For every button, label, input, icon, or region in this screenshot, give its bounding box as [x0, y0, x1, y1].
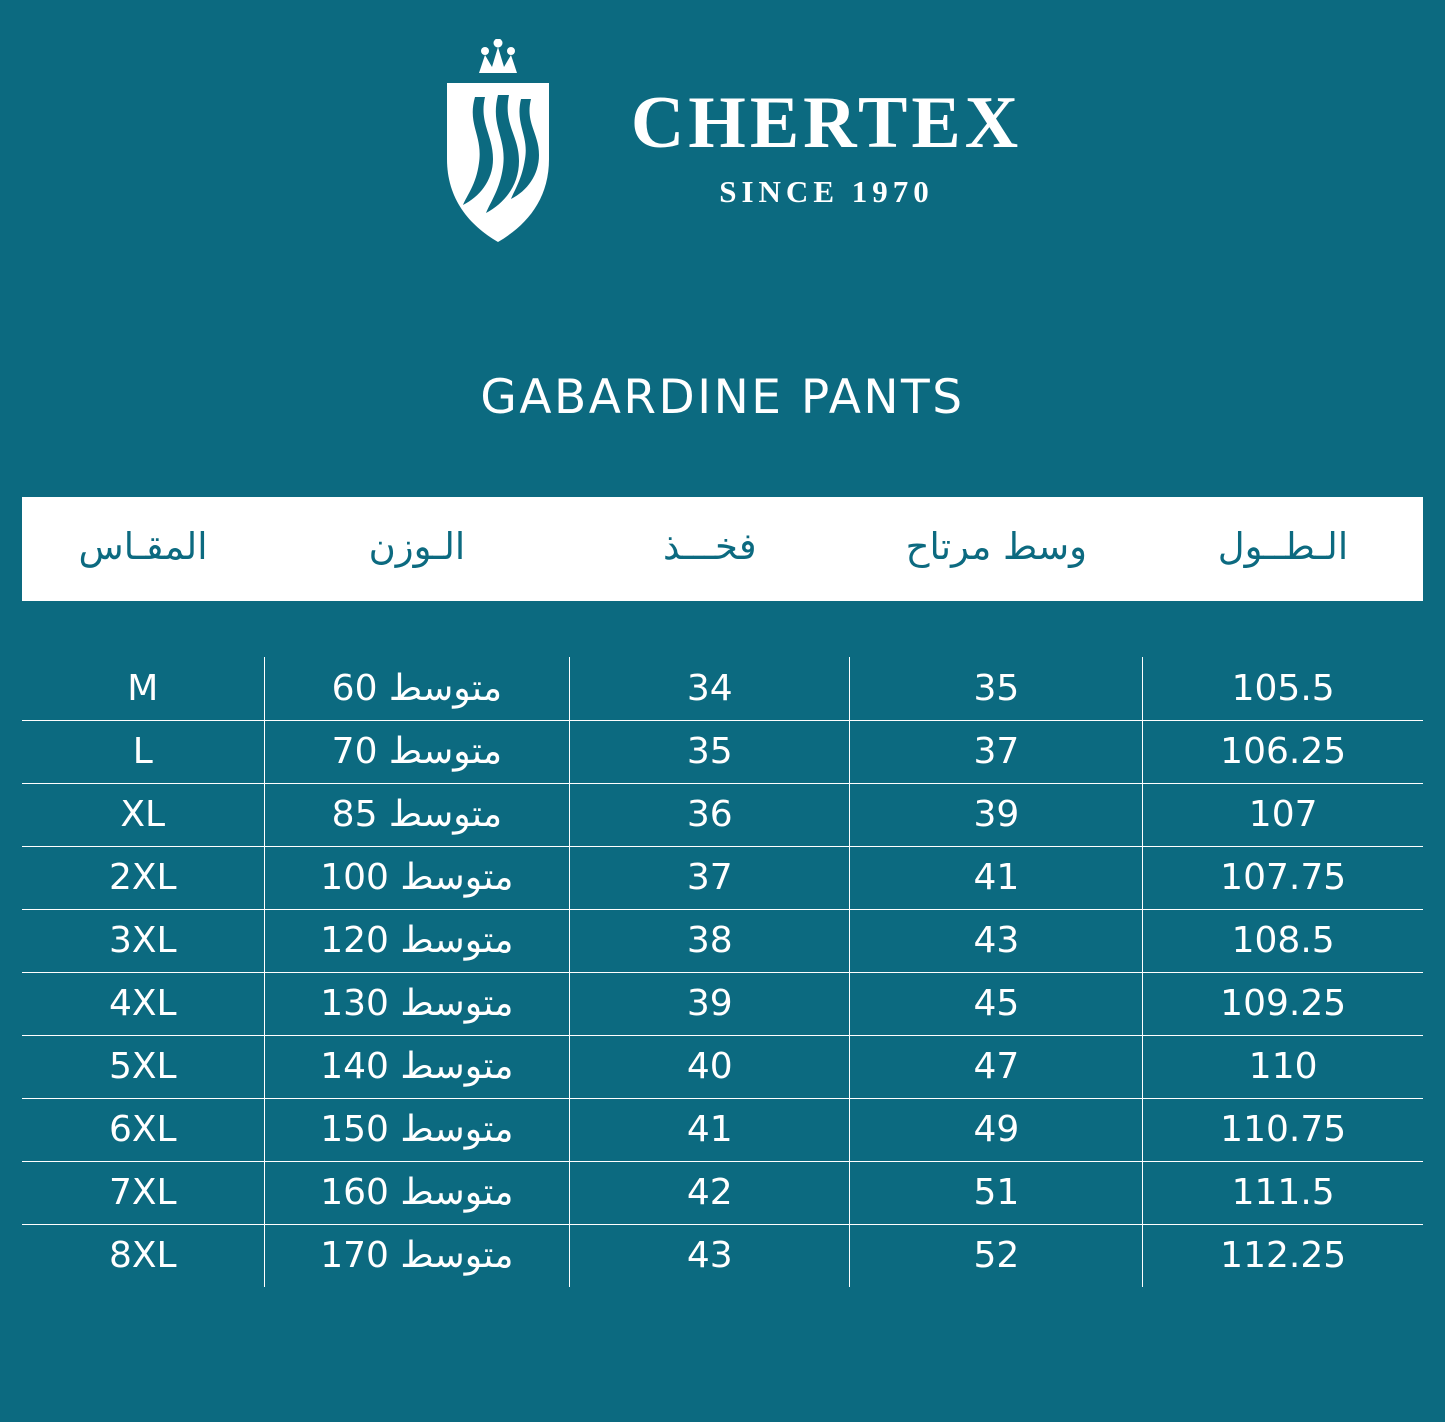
column-header-thigh: فخـــذ	[570, 497, 850, 601]
cell-thigh: 40	[570, 1035, 850, 1098]
table-header-row	[22, 497, 1423, 601]
table-row	[22, 1161, 1423, 1224]
cell-size: 5XL	[22, 1035, 264, 1098]
table-row	[22, 1035, 1423, 1098]
cell-length: 106.25	[1143, 720, 1423, 783]
cell-weight: متوسط 150	[264, 1098, 570, 1161]
table-row	[22, 783, 1423, 846]
cell-size: XL	[22, 783, 264, 846]
cell-size: 3XL	[22, 909, 264, 972]
cell-size: 6XL	[22, 1098, 264, 1161]
cell-length: 111.5	[1143, 1161, 1423, 1224]
brand-since: SINCE 1970	[719, 174, 934, 209]
table-row	[22, 720, 1423, 783]
cell-thigh: 38	[570, 909, 850, 972]
cell-thigh: 42	[570, 1161, 850, 1224]
cell-thigh: 35	[570, 720, 850, 783]
cell-weight: متوسط 70	[264, 720, 570, 783]
cell-length: 110	[1143, 1035, 1423, 1098]
cell-length: 107	[1143, 783, 1423, 846]
table-row	[22, 1224, 1423, 1287]
cell-waist: 45	[850, 972, 1143, 1035]
cell-thigh: 41	[570, 1098, 850, 1161]
brand-wordmark	[630, 82, 1023, 210]
cell-length: 108.5	[1143, 909, 1423, 972]
table-body	[22, 601, 1423, 1287]
column-header-length: الـطــول	[1143, 497, 1423, 601]
cell-weight: متوسط 120	[264, 909, 570, 972]
cell-waist: 41	[850, 846, 1143, 909]
cell-waist: 37	[850, 720, 1143, 783]
cell-length: 110.75	[1143, 1098, 1423, 1161]
cell-weight: متوسط 100	[264, 846, 570, 909]
cell-weight: متوسط 170	[264, 1224, 570, 1287]
size-table	[22, 497, 1423, 1287]
cell-waist: 35	[850, 657, 1143, 720]
column-header-size: المقـاس	[22, 497, 264, 601]
cell-waist: 39	[850, 783, 1143, 846]
cell-waist: 47	[850, 1035, 1143, 1098]
cell-weight: متوسط 130	[264, 972, 570, 1035]
cell-thigh: 39	[570, 972, 850, 1035]
cell-length: 107.75	[1143, 846, 1423, 909]
cell-weight: متوسط 60	[264, 657, 570, 720]
cell-thigh: 36	[570, 783, 850, 846]
page-title: GABARDINE PANTS	[480, 370, 965, 425]
cell-waist: 43	[850, 909, 1143, 972]
chertex-crest-icon	[423, 39, 573, 244]
table-row	[22, 972, 1423, 1035]
cell-size: 4XL	[22, 972, 264, 1035]
cell-size: 7XL	[22, 1161, 264, 1224]
cell-thigh: 43	[570, 1224, 850, 1287]
table-row	[22, 1098, 1423, 1161]
cell-length: 109.25	[1143, 972, 1423, 1035]
brand-header	[0, 0, 1445, 220]
cell-size: L	[22, 720, 264, 783]
table-row	[22, 909, 1423, 972]
table-row	[22, 846, 1423, 909]
cell-thigh: 37	[570, 846, 850, 909]
table-spacer-row	[22, 601, 1423, 657]
size-table-container	[0, 497, 1445, 1287]
cell-thigh: 34	[570, 657, 850, 720]
cell-waist: 49	[850, 1098, 1143, 1161]
cell-waist: 51	[850, 1161, 1143, 1224]
cell-size: 8XL	[108, 1235, 177, 1277]
table-row	[22, 657, 1423, 720]
column-header-waist: وسط مرتاح	[850, 497, 1143, 601]
cell-length: 112.25	[1143, 1224, 1423, 1287]
table-header	[22, 497, 1423, 601]
brand-name: CHERTEX	[630, 82, 1023, 164]
cell-size: 2XL	[22, 846, 264, 909]
cell-size: M	[22, 657, 264, 720]
cell-length: 105.5	[1143, 657, 1423, 720]
column-header-weight: الـوزن	[264, 497, 570, 601]
cell-weight: متوسط 85	[264, 783, 570, 846]
cell-waist: 52	[850, 1224, 1143, 1287]
cell-weight: متوسط 140	[264, 1035, 570, 1098]
cell-weight: متوسط 160	[264, 1161, 570, 1224]
